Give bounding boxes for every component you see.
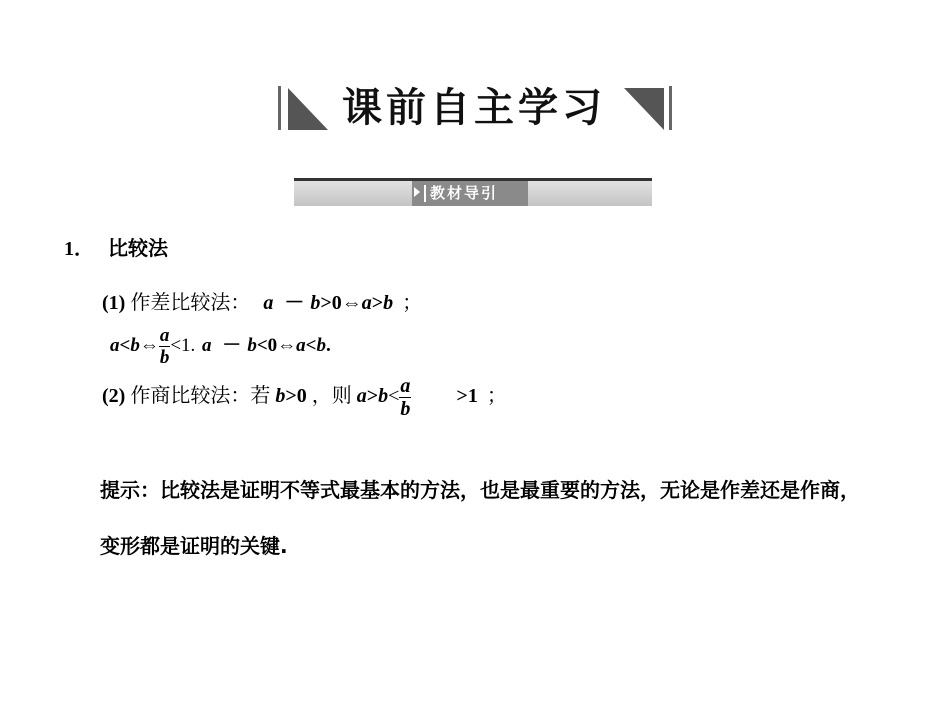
item-1b-line	[110, 326, 331, 367]
section-number: 1．	[64, 238, 94, 260]
hint-text: 比较法是证明不等式最基本的方法，也是最重要的方法，无论是作差还是作商，变形都是证明的关键.	[100, 478, 860, 558]
sub-banner-separator	[424, 185, 426, 202]
item-1-name: 作差比较法：	[130, 290, 251, 314]
item-1-label: (1)	[102, 292, 126, 314]
math-op: ⇔	[139, 334, 159, 356]
math-op: －	[284, 292, 305, 314]
math-var: b	[275, 385, 286, 408]
hint-paragraph	[100, 462, 870, 574]
item-1-line	[102, 286, 422, 315]
section-title: 比较法	[108, 236, 168, 260]
math-op: >0⇔	[320, 292, 362, 314]
sub-banner-label: 教材导引	[430, 184, 499, 202]
math-op: >1	[456, 385, 478, 408]
hint-label: 提示：	[100, 478, 160, 502]
play-arrow-icon	[414, 187, 420, 197]
fraction-numerator: a	[400, 375, 411, 397]
math-op: －	[222, 334, 242, 356]
item-2-line	[102, 376, 507, 419]
math-var: b	[316, 334, 326, 356]
item-2-label: (2)	[102, 385, 126, 408]
fraction-denominator: b	[400, 398, 411, 420]
math-op: >0	[285, 385, 307, 408]
math-var: a	[263, 292, 274, 314]
math-op: <	[119, 334, 131, 356]
banner-title: 课前自主学习	[342, 85, 606, 131]
punct: .	[325, 334, 331, 356]
banner-left-triangle	[288, 88, 328, 130]
math-var: b	[130, 334, 140, 356]
section-heading	[64, 232, 168, 261]
math-var: b	[378, 385, 389, 408]
math-var: b	[383, 292, 394, 314]
math-var: b	[310, 292, 321, 314]
banner-left-bar	[278, 86, 281, 130]
math-var: a	[110, 334, 120, 356]
math-op: <1.	[170, 334, 196, 356]
math-op: <	[305, 334, 317, 356]
math-op: <	[388, 385, 400, 408]
punct: ；	[402, 290, 423, 314]
math-op: >	[366, 385, 379, 408]
fraction	[399, 376, 411, 419]
item-2-name: 作商比较法：若	[130, 383, 271, 408]
punct: ；	[486, 383, 507, 408]
sub-banner	[294, 178, 652, 206]
math-var: a	[296, 334, 306, 356]
section-banner	[268, 82, 682, 134]
math-op: >	[371, 292, 384, 314]
math-var: b	[247, 334, 257, 356]
punct: ，则	[311, 383, 352, 408]
fraction	[159, 326, 171, 367]
math-var: a	[202, 334, 212, 356]
math-op: <0⇔	[256, 334, 297, 356]
math-var: a	[356, 385, 367, 408]
banner-right-triangle	[624, 88, 664, 130]
fraction-numerator: a	[159, 325, 170, 346]
math-var: a	[361, 292, 372, 314]
fraction-denominator: b	[159, 347, 170, 368]
banner-right-bar	[669, 86, 672, 130]
